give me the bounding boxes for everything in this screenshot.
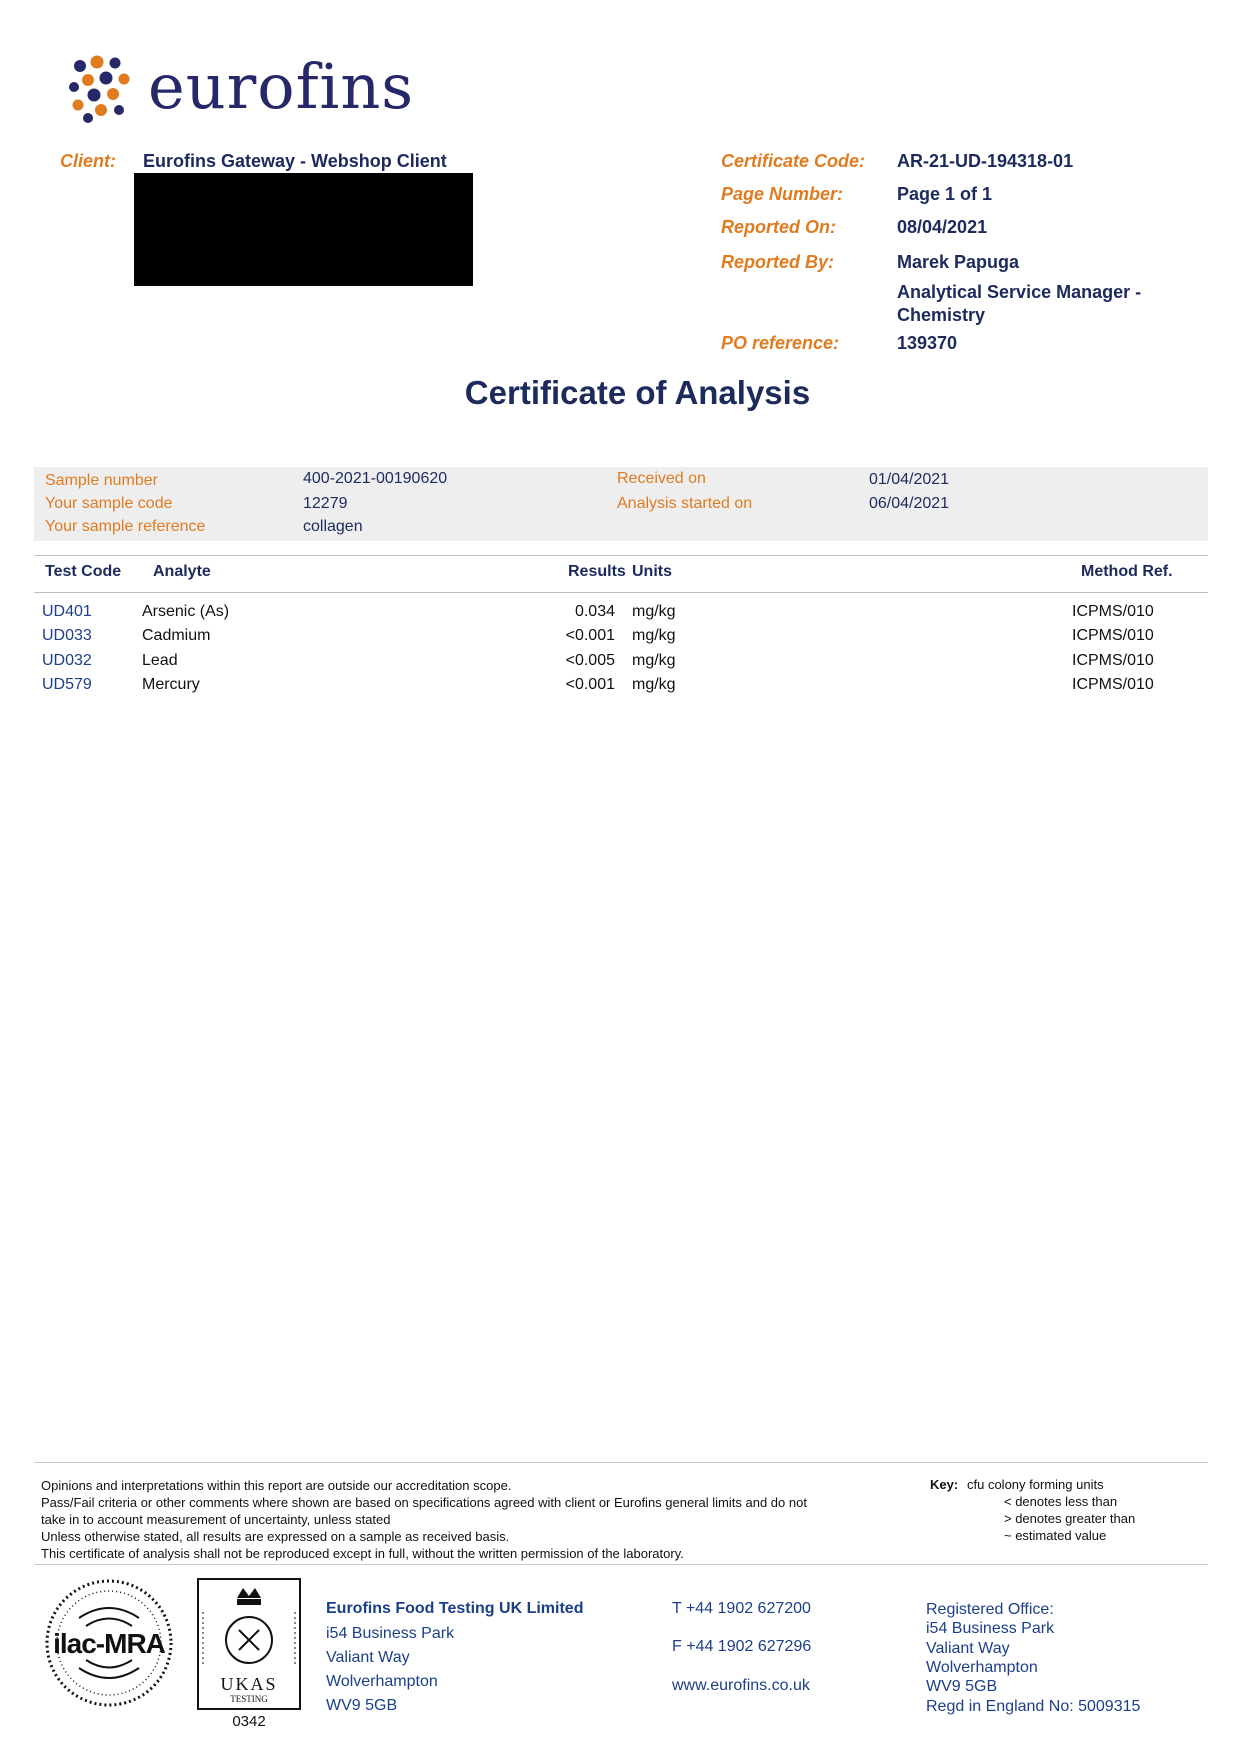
header-units: Units [632,563,672,580]
result: <0.001 [565,676,615,693]
sample-code-value: 12279 [303,495,348,512]
phone-number: T +44 1902 627200 [672,1600,811,1617]
test-code: UD579 [42,676,92,693]
result: <0.005 [565,652,615,669]
analyte: Mercury [142,676,200,693]
result: 0.034 [574,603,615,620]
eurofins-wordmark: eurofins [148,50,415,123]
table-top-rule [34,555,1208,556]
test-code: UD033 [42,627,92,644]
test-code: UD032 [42,652,92,669]
test-code: UD401 [42,603,92,620]
disclaimer-line: Opinions and interpretations within this report are outside our accreditation scope. [41,1478,512,1493]
received-on-value: 01/04/2021 [869,471,950,488]
key-label: Key: [930,1477,959,1492]
header-test-code: Test Code [45,563,122,580]
analysis-started-value: 06/04/2021 [869,495,950,512]
company-name: Eurofins Food Testing UK Limited [326,1600,584,1617]
eurofins-logo [66,50,415,130]
unit: mg/kg [632,676,676,693]
reported-on-value: 08/04/2021 [897,217,988,237]
ukas-badge [197,1578,301,1710]
analysis-started-label: Analysis started on [617,495,753,512]
key-item: cfu colony forming units [967,1477,1104,1492]
sample-code-label: Your sample code [45,495,173,512]
registered-office-line: Regd in England No: 5009315 [926,1698,1141,1715]
reported-on-label: Reported On: [721,217,836,237]
header-method-ref: Method Ref. [1081,563,1173,580]
registered-office-line: Wolverhampton [926,1659,1038,1676]
registered-office-line: Valiant Way [926,1640,1010,1657]
ilac-mra-text: ilac-MRA [53,1628,165,1659]
company-address-line: Wolverhampton [326,1673,438,1690]
footer-top-rule [34,1462,1208,1463]
method-ref: ICPMS/010 [1072,627,1154,644]
disclaimer-line: This certificate of analysis shall not be reproduced except in full, without the written permission of the laboratory. [41,1546,684,1561]
disclaimer-line: take in to account measurement of uncertainty, unless stated [41,1512,391,1527]
disclaimer-line: Pass/Fail criteria or other comments where shown are based on specifications agreed with client or Eurofins general limits and do not [41,1495,807,1510]
unit: mg/kg [632,652,676,669]
method-ref: ICPMS/010 [1072,603,1154,620]
sample-reference-value: collagen [303,518,363,535]
sample-number-value: 400-2021-00190620 [303,470,448,487]
key-item: < denotes less than [1004,1494,1118,1509]
registered-office-line: Registered Office: [926,1601,1054,1618]
key-item: ~ estimated value [1004,1528,1107,1543]
registered-office-line: i54 Business Park [926,1620,1055,1637]
page-title: Certificate of Analysis [464,374,811,411]
analyte: Arsenic (As) [142,603,230,620]
reported-by-label: Reported By: [721,252,835,272]
method-ref: ICPMS/010 [1072,652,1154,669]
ukas-number: 0342 [232,1713,266,1730]
sample-number-label: Sample number [45,472,158,489]
key-item: > denotes greater than [1004,1511,1136,1526]
reported-by-value: Marek Papuga [897,252,1020,272]
ukas-crown-icon [199,1582,299,1672]
eurofins-logo-icon [66,54,136,124]
analyte: Cadmium [142,627,211,644]
sample-reference-label: Your sample reference [45,518,206,535]
company-address-line: i54 Business Park [326,1625,455,1642]
ilac-mra-seal [44,1578,174,1708]
certificate-code-label: Certificate Code: [721,151,866,171]
method-ref: ICPMS/010 [1072,676,1154,693]
page-number-value: Page 1 of 1 [897,184,993,204]
company-address-line: Valiant Way [326,1649,410,1666]
reported-by-role-line1: Analytical Service Manager - [897,282,1142,302]
company-address-line: WV9 5GB [326,1697,398,1714]
fax-number: F +44 1902 627296 [672,1638,812,1655]
unit: mg/kg [632,603,676,620]
page-number-label: Page Number: [721,184,844,204]
website-link[interactable]: www.eurofins.co.uk [672,1677,810,1694]
result: <0.001 [565,627,615,644]
received-on-label: Received on [617,470,706,487]
disclaimer-line: Unless otherwise stated, all results are expressed on a sample as received basis. [41,1529,510,1544]
registered-office-line: WV9 5GB [926,1678,998,1695]
certificate-code-value: AR-21-UD-194318-01 [897,151,1074,171]
ukas-name: UKAS [220,1674,278,1694]
client-name: Eurofins Gateway - Webshop Client [143,151,447,171]
client-label: Client: [60,151,116,171]
table-header-rule [34,592,1208,593]
po-reference-value: 139370 [897,333,958,353]
reported-by-role-line2: Chemistry [897,305,986,325]
unit: mg/kg [632,627,676,644]
header-results: Results [568,563,626,580]
po-reference-label: PO reference: [721,333,840,353]
footer-mid-rule [34,1564,1208,1565]
header-analyte: Analyte [153,563,211,580]
ukas-testing: TESTING [230,1694,268,1704]
analyte: Lead [142,652,178,669]
redacted-address [134,173,473,286]
